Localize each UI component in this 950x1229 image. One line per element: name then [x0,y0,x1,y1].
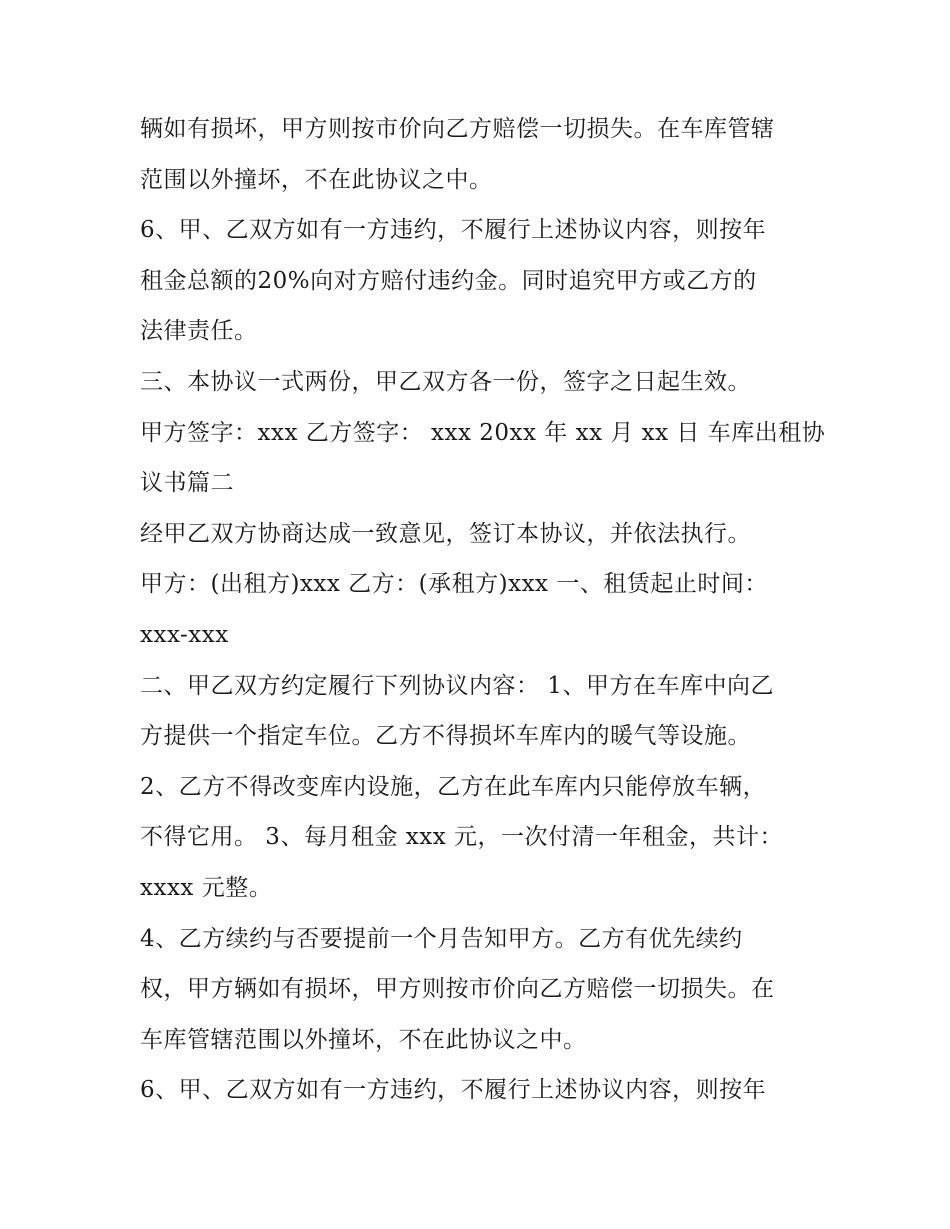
text-line: 不得它用。 3、每月租金 xxx 元，一次付清一年租金，共计： [140,824,783,851]
text-line: xxxx 元整。 [140,874,273,901]
text-line: 租金总额的20%向对方赔付违约金。同时追究甲方或乙方的 [140,267,757,294]
text-line: 6、甲、乙双方如有一方违约，不履行上述协议内容，则按年 [140,1077,767,1104]
text-line: 二、甲乙双方约定履行下列协议内容： 1、甲方在车库中向乙 [140,672,774,699]
text-line: 4、乙方续约与否要提前一个月告知甲方。乙方有优先续约 [140,925,743,952]
text-line: 法律责任。 [140,318,258,345]
text-line: 甲方签字：xxx 乙方签字： xxx 20xx 年 xx 月 xx 日 车库出租协 [140,419,826,446]
text-line: 车库管辖范围以外撞坏，不在此协议之中。 [140,1026,587,1053]
text-line: 范围以外撞坏，不在此协议之中。 [140,166,493,193]
text-line: 辆如有损坏，甲方则按市价向乙方赔偿一切损失。在车库管辖 [140,116,775,142]
text-line: 6、甲、乙双方如有一方违约，不履行上述协议内容，则按年 [140,217,767,244]
document-body [140,104,826,1116]
text-line: 经甲乙双方协商达成一致意见，签订本协议，并依法执行。 [140,520,751,547]
text-line: 权，甲方辆如有损坏，甲方则按市价向乙方赔偿一切损失。在 [140,976,775,1003]
text-line: 2、乙方不得改变库内设施，乙方在此车库内只能停放车辆， [140,773,767,800]
text-line: 议书篇二 [140,470,234,497]
text-line: xxx-xxx [140,621,229,648]
text-line: 方提供一个指定车位。乙方不得损坏车库内的暖气等设施。 [140,723,751,750]
text-line: 三、本协议一式两份，甲乙双方各一份，签字之日起生效。 [140,368,751,395]
text-line: 甲方：(出租方)xxx 乙方：(承租方)xxx 一、租赁起止时间： [140,571,768,598]
